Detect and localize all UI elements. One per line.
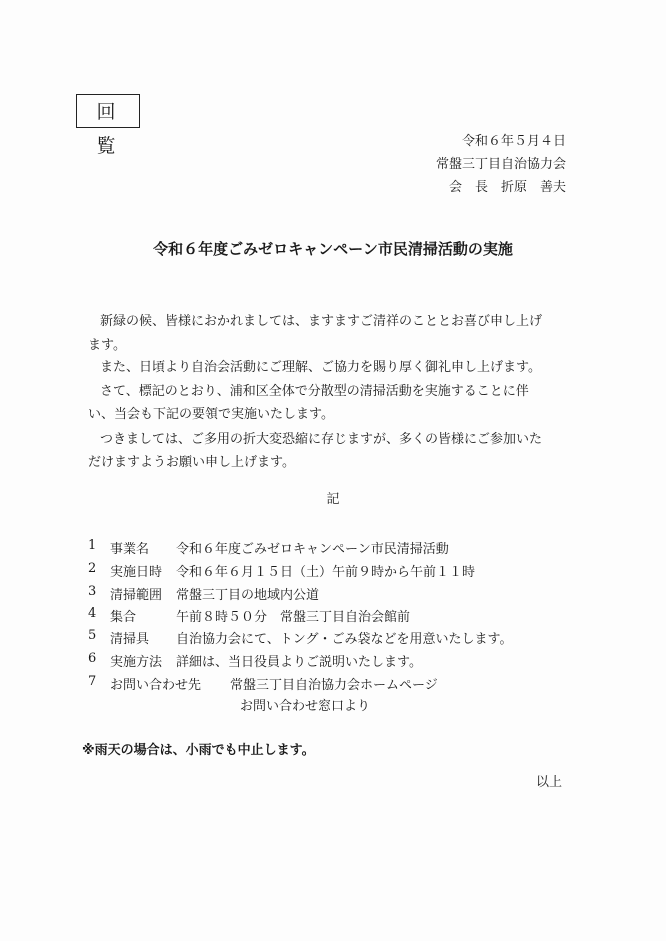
contact-sub-line: お問い合わせ窓口より [240,699,371,714]
item-number: 6 [88,651,97,666]
item-number: 5 [88,628,97,643]
item-label: お問い合わせ先 [110,678,202,693]
item-value: 午前８時５０分 常盤三丁目自治会館前 [176,610,411,625]
issue-date: 令和６年５月４日 [461,134,566,149]
item-number: 2 [88,561,97,576]
item-label: 実施方法 [110,655,163,670]
item-number: 7 [88,674,97,689]
item-label: 清掃範囲 [110,588,163,603]
rain-note: ※雨天の場合は、小雨でも中止します。 [82,743,315,758]
body-line-7: だけますようお願い申し上げます。 [88,455,295,470]
body-line-2: ます。 [88,338,126,353]
item-value: 自治協力会にて、トング・ごみ袋などを用意いたします。 [176,632,513,647]
item-value: 常盤三丁目の地域内公道 [176,588,320,603]
body-line-5: い、当会も下記の要領で実施いたします。 [88,407,334,422]
signer-name: 会 長 折原 善夫 [448,180,566,195]
item-label: 清掃具 [110,632,150,647]
circular-stamp: 回覧 [76,94,140,128]
item-value: 令和６年６月１５日（土）午前９時から午前１１時 [176,565,476,580]
item-value: 令和６年度ごみゼロキャンペーン市民清掃活動 [176,542,449,557]
document-title: 令和６年度ごみゼロキャンペーン市民清掃活動の実施 [153,240,513,258]
ki-heading: 記 [326,492,340,507]
item-label: 事業名 [110,542,150,557]
closing-mark: 以上 [535,775,562,790]
item-value: 詳細は、当日役員よりご説明いたします。 [176,655,422,670]
item-number: 1 [88,538,97,553]
body-line-3: また、日頃より自治会活動にご理解、ご協力を賜り厚く御礼申し上げます。 [100,360,541,375]
item-label: 実施日時 [110,565,163,580]
item-number: 4 [88,606,97,621]
body-line-1: 新緑の候、皆様におかれましては、ますますご清祥のこととお喜び申し上げ [100,314,543,329]
organization-name: 常盤三丁目自治協力会 [435,157,566,172]
body-line-6: つきましては、ご多用の折大変恐縮に存じますが、多くの皆様にご参加いた [100,432,543,447]
item-label: 集合 [110,610,137,625]
item-value: 常盤三丁目自治協力会ホームページ [230,678,438,693]
body-line-4: さて、標記のとおり、浦和区全体で分散型の清掃活動を実施することに伴 [100,384,529,399]
item-number: 3 [88,584,97,599]
